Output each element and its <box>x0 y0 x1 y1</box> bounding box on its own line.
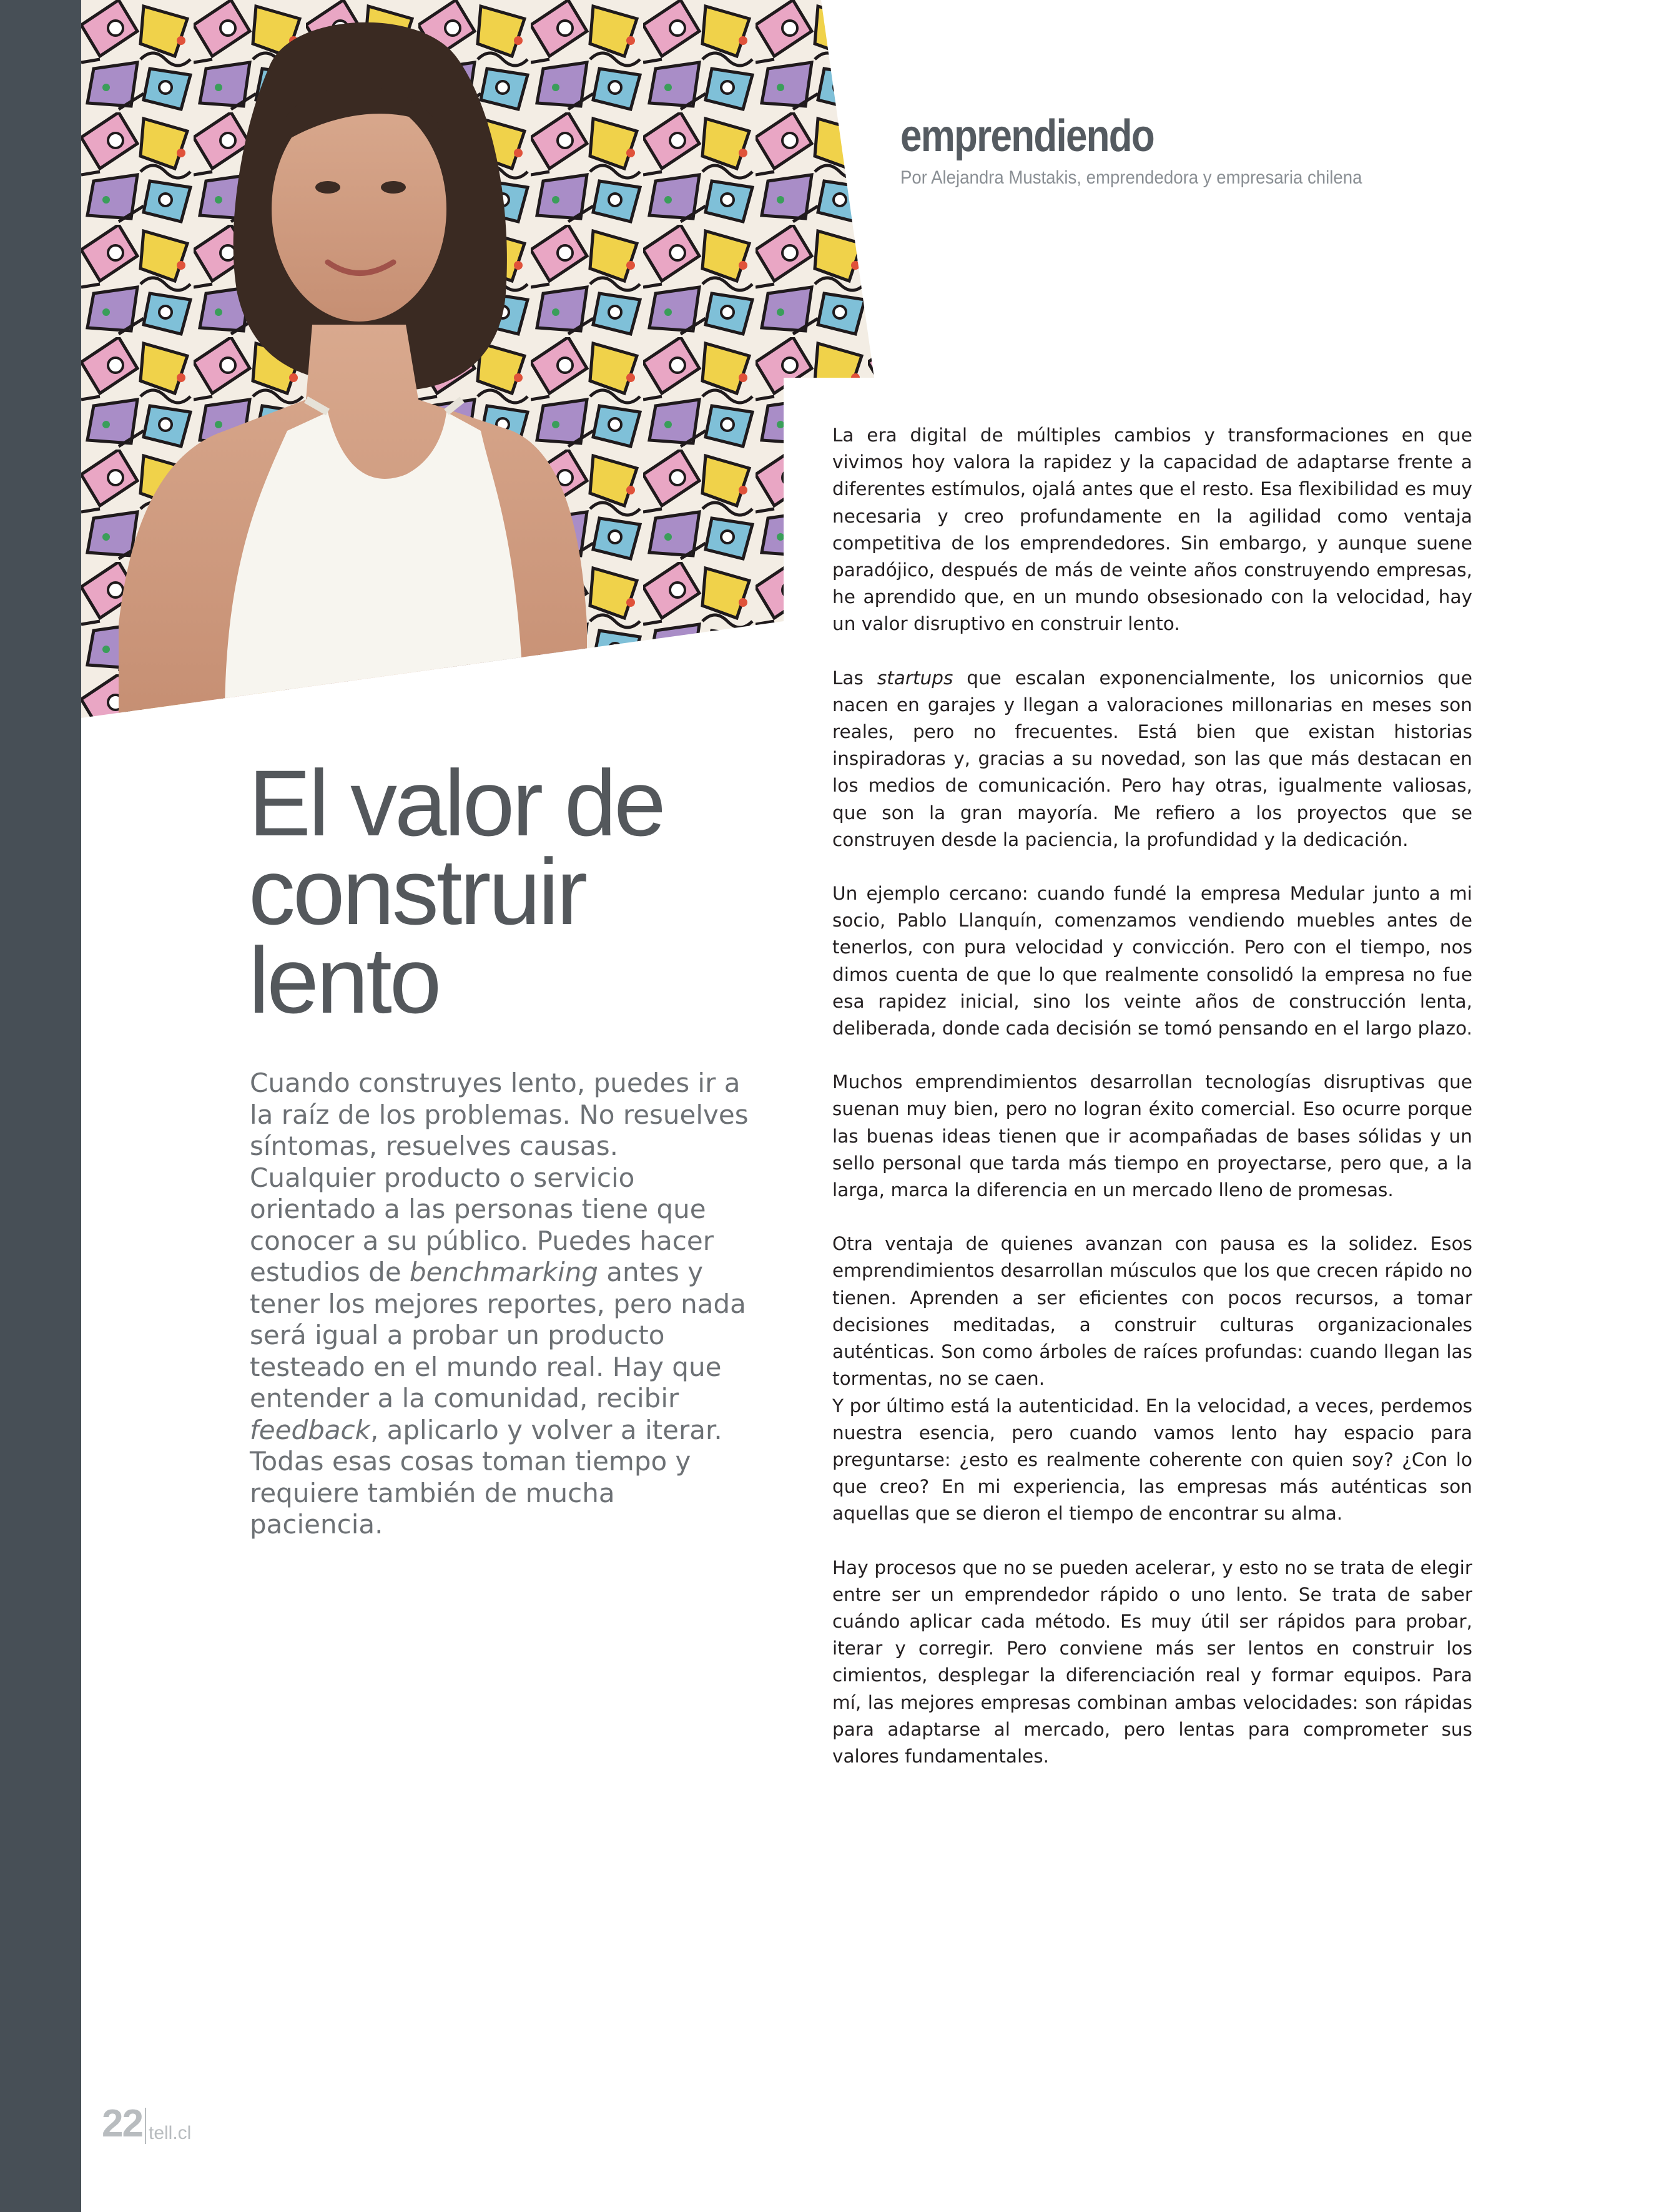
lead-emphasis-1: benchmarking <box>409 1257 598 1287</box>
side-color-bar <box>0 0 81 2212</box>
body-paragraph-1: La era digital de múltiples cambios y transformaciones en que vivimos hoy valora la rapidez y la capacidad de adaptarse frente a diferentes estímulos, ojalá antes que el resto. Esa flexibilidad es muy necesaria y creo profundamente en la agilidad como ventaja competitiva de los emprendedores. Sin embargo, y aunque suene paradójico, después de más de veinte años construyendo empresas, he aprendido que, en un mundo obsesionado con la velocidad, hay un valor disruptivo en construir lento. <box>832 425 1472 635</box>
footer-divider <box>145 2108 146 2144</box>
body-text: Y por último está la autenticidad. En la velocidad, a veces, perdemos nuestra esencia, pero cuando vamos lento hay espacio para preguntarse: ¿esto es realmente coherente con quien soy? ¿Con lo que creo? En mi experiencia, las empresas más auténticas son aquellas que se dieron el tiempo de encontrar su alma. <box>832 1395 1472 1525</box>
headline-line-3: lento <box>249 928 440 1033</box>
portrait-photo <box>81 0 887 718</box>
body-emphasis: startups <box>877 667 953 689</box>
body-paragraph-3: Un ejemplo cercano: cuando fundé la empresa Medular junto a mi socio, Pablo Llanquín, comenzamos vendiendo muebles antes de tenerlos, con pura velocidad y convicción. Pero con el tiempo, nos dimos cuenta de que lo que realmente consolidó la empresa no fue esa rapidez inicial, sino los veinte años de construcción lenta, deliberada, donde cada decisión se tomó pensando en el largo plazo. <box>832 883 1472 1040</box>
lead-text-1: Cuando construyes lento, puedes ir a la raíz de los problemas. No resuelves síntomas, resuelves causas. Cualquier producto o servicio orientado a las personas tiene que conocer a su público. Puedes hacer estudios de <box>250 1068 749 1287</box>
lead-emphasis-2: feedback <box>250 1414 370 1445</box>
footer-site: tell.cl <box>149 2123 192 2143</box>
body-paragraph-5 <box>832 1231 1472 1527</box>
lead-text-2: antes y tener los mejores reportes, pero nada será igual a probar un producto testeado en el mundo real. Hay que entender a la comunidad, recibir <box>250 1257 746 1413</box>
article-body <box>832 422 1472 1797</box>
body-paragraph-4: Muchos emprendimientos desarrollan tecnologías disruptivas que suenan muy bien, pero no logran éxito comercial. Eso ocurre porque las buenas ideas tienen que ir acompañadas de bases sólidas y un sello personal que tarda más tiempo en proyectarse, pero que, a la larga, marca la diferencia en un mercado lleno de promesas. <box>832 1071 1472 1201</box>
headline-line-1: El valor de <box>249 750 664 855</box>
body-paragraph-6: Hay procesos que no se pueden acelerar, y esto no se trata de elegir entre ser un emprendedor rápido o uno lento. Se trata de saber cuándo aplicar cada método. Es muy útil ser rápidos para probar, iterar y corregir. Pero conviene más ser lentos en construir los cimientos, desplegar la diferenciación real y formar equipos. Para mí, las mejores empresas combinan ambas velocidades: son rápidas para adaptarse al mercado, pero lentas para comprometer sus valores fundamentales. <box>832 1556 1472 1767</box>
article-headline <box>249 750 798 1033</box>
body-text: Las <box>832 667 877 689</box>
author-byline: Por Alejandra Mustakis, emprendedora y empresaria chilena <box>900 167 1362 188</box>
lead-paragraph <box>250 1068 749 1541</box>
body-paragraph-2 <box>832 665 1472 853</box>
headline-line-2: construir <box>249 839 586 944</box>
body-text: que escalan exponencialmente, los unicornios que nacen en garajes y llegan a valoraciones millonarias en meses son reales, pero no frecuentes. Está bien que existan historias inspiradoras y, gracias a su novedad, son las que más destacan en los medios de comunicación. Pero hay otras, igualmente valiosas, que son la gran mayoría. Me refiero a los proyectos que se construyen desde la paciencia, la profundidad y la dedicación. <box>832 667 1472 850</box>
body-text: Otra ventaja de quienes avanzan con pausa es la solidez. Esos emprendimientos desarrollan músculos que los que crecen rápido no tienen. Aprenden a ser eficientes con pocos recursos, a tomar decisiones meditadas, a construir culturas organizacionales auténticas. Son como árboles de raíces profundas: cuando llegan las tormentas, no se caen. <box>832 1233 1472 1390</box>
section-title: emprendiendo <box>900 111 1154 161</box>
lead-text-3: , aplicarlo y volver a iterar. Todas esas cosas toman tiempo y requiere también de mucha paciencia. <box>250 1414 722 1540</box>
page-number: 22 <box>102 2102 142 2145</box>
